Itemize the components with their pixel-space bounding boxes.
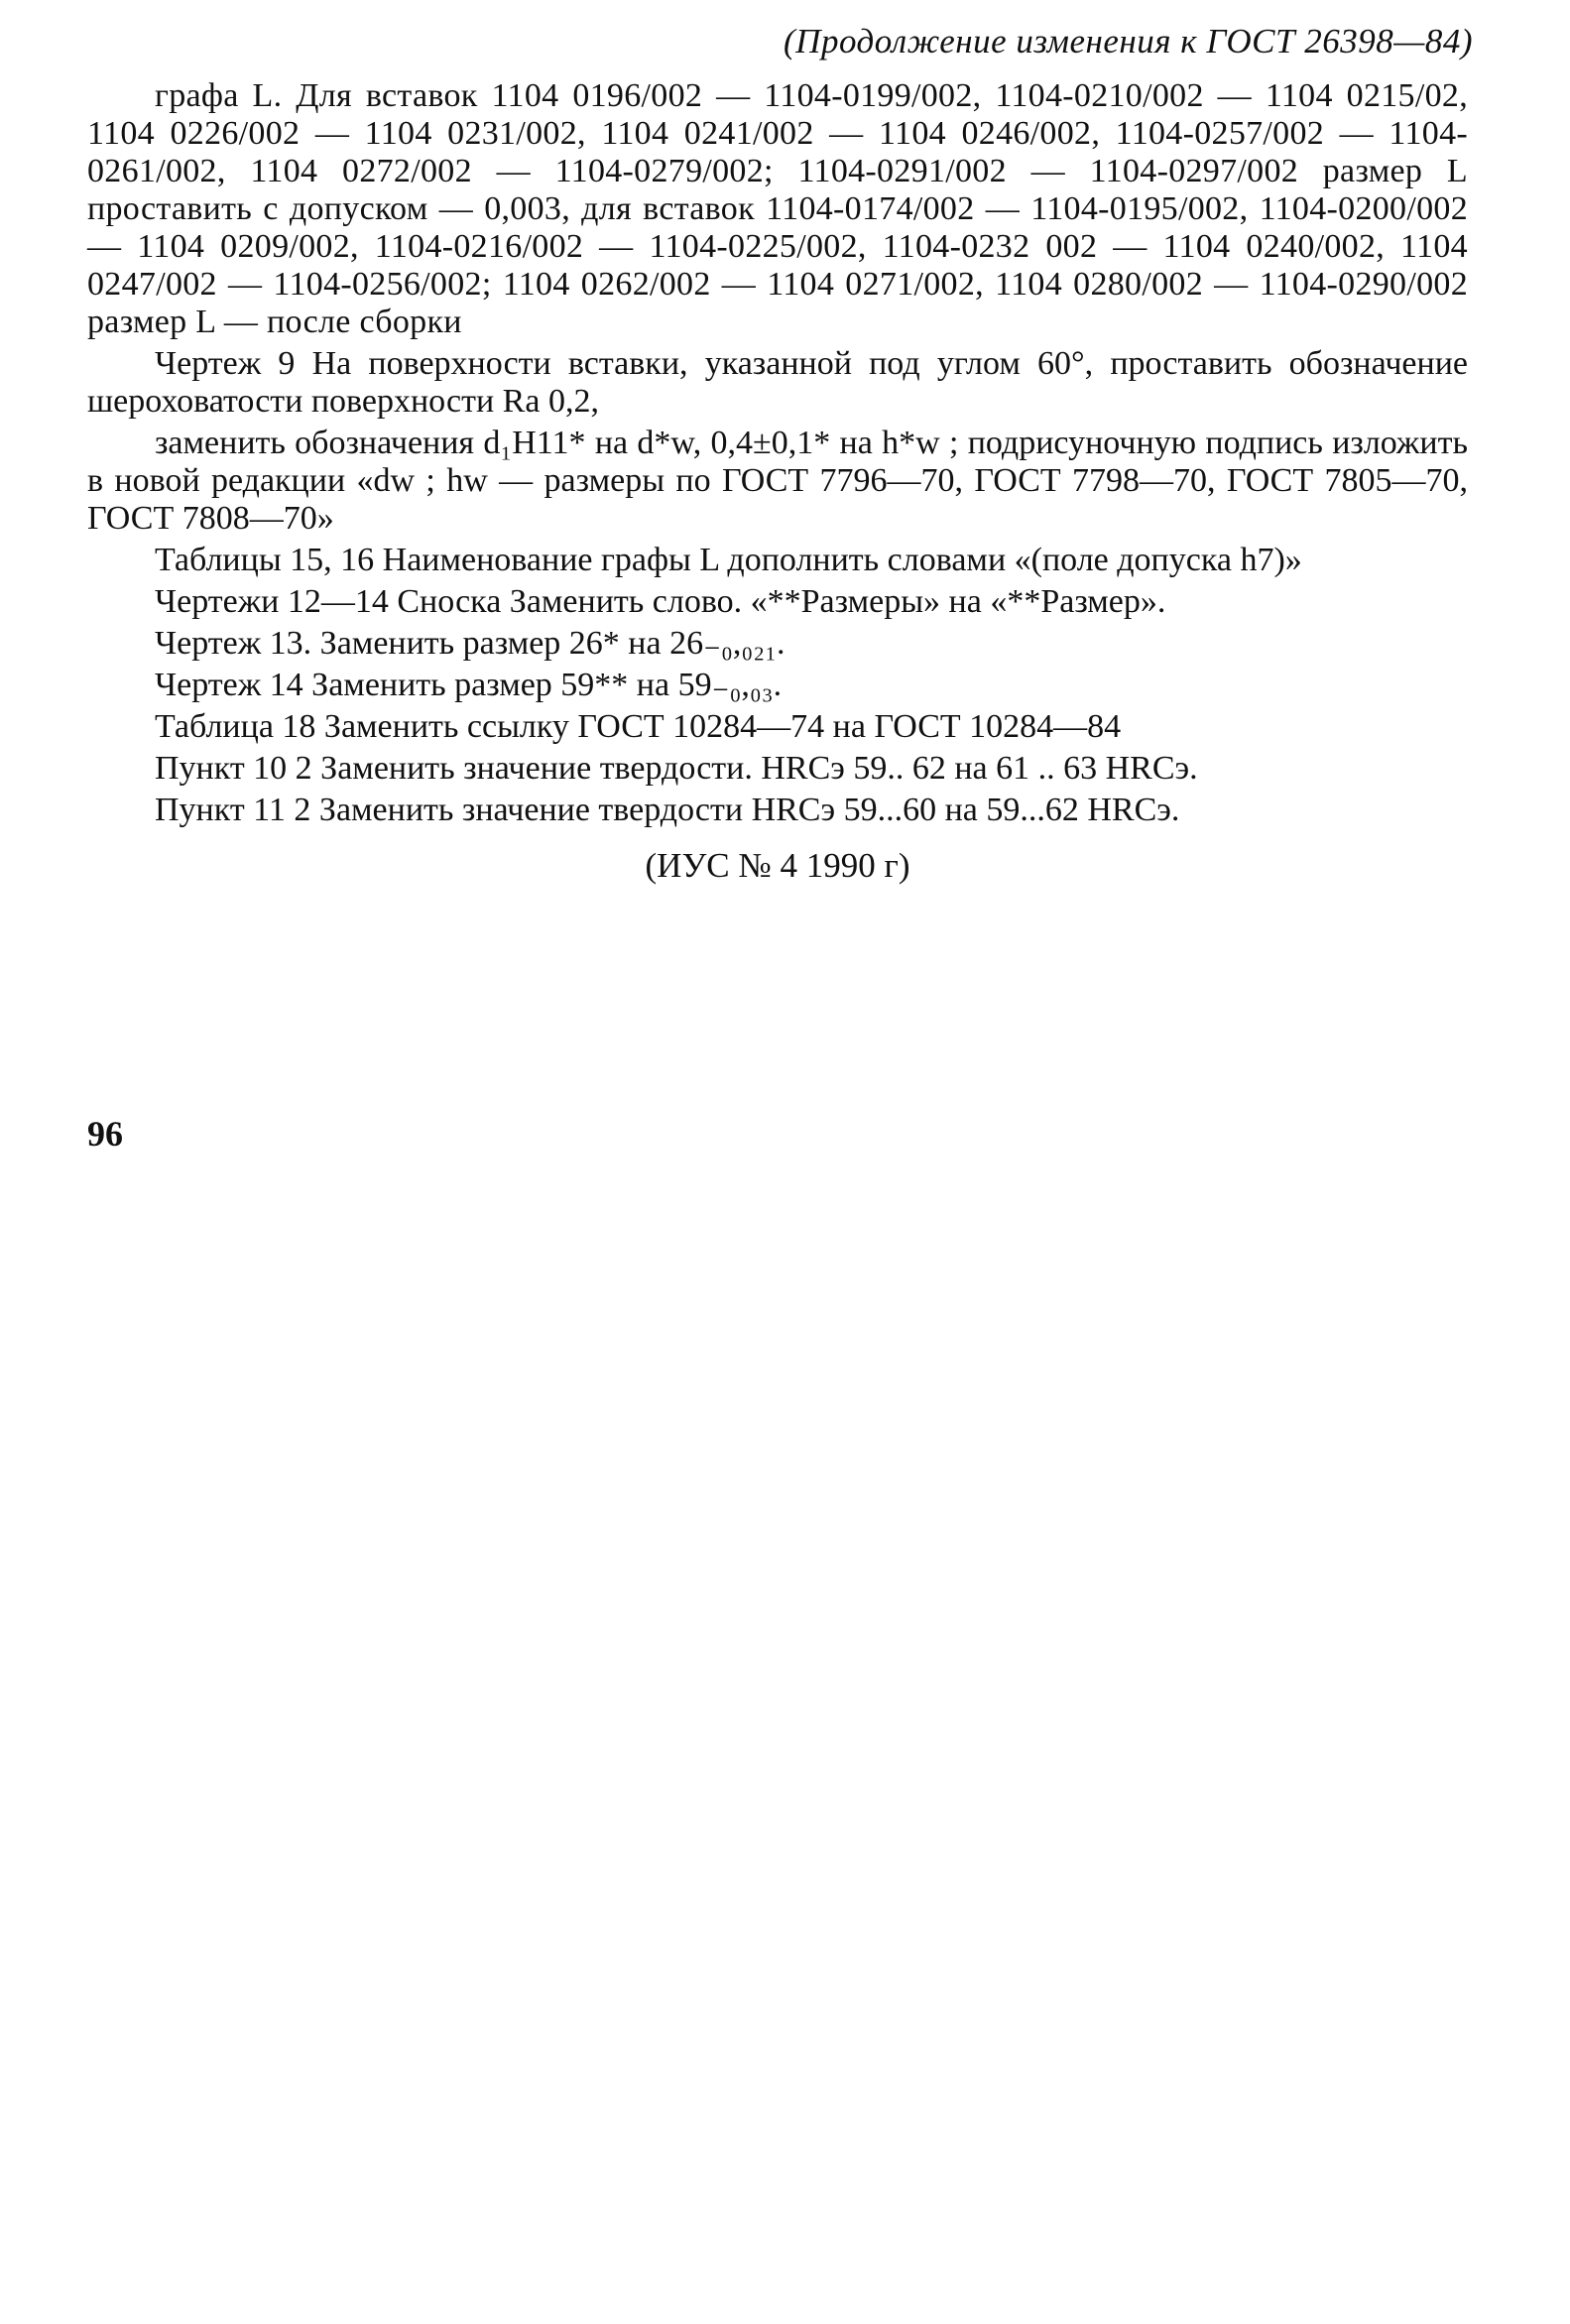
- paragraph-drawing-14: Чертеж 14 Заменить размер 59** на 59₋₀,₀₃.: [155, 667, 783, 703]
- paragraph-drawing-13: Чертеж 13. Заменить размер 26* на 26₋₀,₀₂₁.: [155, 625, 785, 662]
- paragraph-item-11-2: Пункт 11 2 Заменить значение твердости HRCэ 59...60 на 59...62 HRCэ.: [155, 792, 1180, 828]
- paragraph-tables-15-16: Таблицы 15, 16 Наименование графы L дополнить словами «(поле допуска h7)»: [155, 542, 1302, 578]
- paragraph-column-l-tolerances: графа L. Для вставок 1104 0196/002 — 1104-0199/002, 1104-0210/002 — 1104 0215/02, 1104 0226/002 — 1104 0231/002, 1104 0241/002 — 1104 0246/002, 1104-0257/002 — 1104-0261/002, 1104 0272/002 — 1104-0279/002; 1104-0291/002 — 1104-0297/002 размер L проставить с допуском — 0,003, для вставок 1104-0174/002 — 1104-0195/002, 1104-0200/002 — 1104 0209/002, 1104-0216/002 — 1104-0225/002, 1104-0232 002 — 1104 0240/002, 1104 0247/002 — 1104-0256/002; 1104 0262/002 — 1104 0271/002, 1104 0280/002 — 1104-0290/002 размер L — после сборки: [87, 77, 1468, 340]
- document-body: [87, 77, 1468, 919]
- paragraph-item-10-2: Пункт 10 2 Заменить значение твердости. HRCэ 59.. 62 на 61 .. 63 HRCэ.: [155, 750, 1198, 787]
- source-reference: (ИУС № 4 1990 г): [645, 846, 910, 885]
- paragraph-drawings-12-14: Чертежи 12—14 Сноска Заменить слово. «**Размеры» на «**Размер».: [155, 583, 1166, 620]
- page-number: 96: [87, 1114, 123, 1154]
- running-header: (Продолжение изменения к ГОСТ 26398—84): [784, 22, 1473, 61]
- paragraph-table-18: Таблица 18 Заменить ссылку ГОСТ 10284—74 на ГОСТ 10284—84: [155, 708, 1122, 745]
- paragraph-drawing-9: Чертеж 9 На поверхности вставки, указанной под углом 60°, проставить обозначение шероховатости поверхности Ra 0,2,: [87, 345, 1468, 420]
- paragraph-replace-designations: заменить обозначения d₁H11* на d*w, 0,4±0,1* на h*w ; подрисуночную подпись изложить в новой редакции «dw ; hw — размеры по ГОСТ 7796—70, ГОСТ 7798—70, ГОСТ 7805—70, ГОСТ 7808—70»: [87, 425, 1468, 537]
